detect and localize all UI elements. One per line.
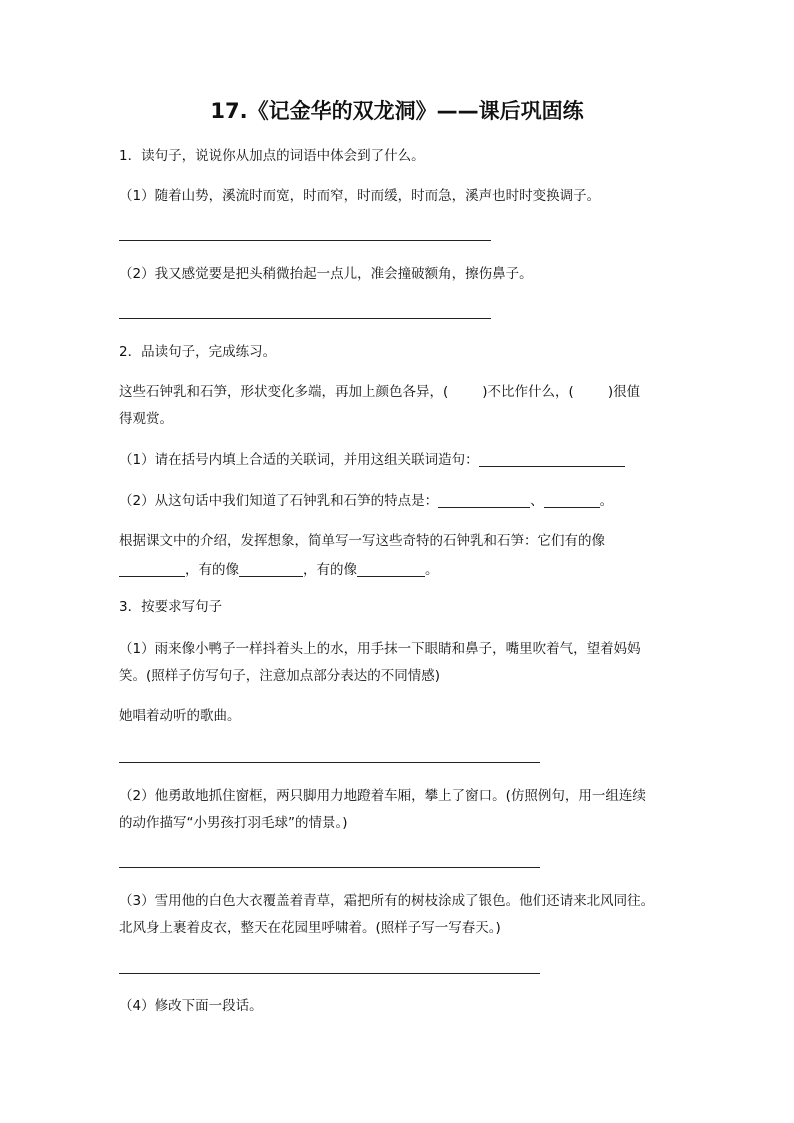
q2-imagine-blank-3[interactable] <box>357 562 425 577</box>
q2-item2-text: （2）从这句话中我们知道了石钟乳和石笋的特点是： <box>119 493 439 509</box>
q2-passage-part-c: )很值 <box>607 384 641 400</box>
q1-item1-answer-line[interactable] <box>119 240 491 241</box>
q2-item1-text: （1）请在括号内填上合适的关联词，并用这组关联词造句： <box>119 452 479 468</box>
q2-imagine-part-2: ，有的像 <box>303 562 357 578</box>
q2-item2-separator: 、 <box>530 493 544 509</box>
q2-heading: 2．品读句子，完成练习。 <box>119 344 277 360</box>
q3-item1-line1: （1）雨来像小鸭子一样抖着头上的水，用手抹一下眼睛和鼻子，嘴里吹着气，望着妈妈 <box>119 641 641 657</box>
q2-item2 <box>119 491 613 511</box>
q3-item1-answer-line[interactable] <box>119 762 540 763</box>
q2-imagine-blank-2[interactable] <box>239 562 303 577</box>
q3-item3-answer-line[interactable] <box>119 973 540 974</box>
q2-passage-line2: 得观赏。 <box>119 411 173 427</box>
q1-heading: 1．读句子，说说你从加点的词语中体会到了什么。 <box>119 148 425 164</box>
q3-item2-answer-line[interactable] <box>119 867 540 868</box>
q2-item2-blank-2[interactable] <box>544 493 600 508</box>
q1-item1: （1）随着山势，溪流时而宽，时而窄，时而缓，时而急，溪声也时时变换调子。 <box>119 188 601 204</box>
q1-item2: （2）我又感觉要是把头稍微抬起一点儿，准会撞破额角，擦伤鼻子。 <box>119 266 533 282</box>
q3-item1-sample: 她唱着动听的歌曲。 <box>119 708 241 724</box>
q2-imagine-line1: 根据课文中的介绍，发挥想象，简单写一写这些奇特的石钟乳和石笋：它们有的像 <box>119 533 605 549</box>
q2-imagine-blank-1[interactable] <box>119 562 185 577</box>
q3-heading: 3．按要求写句子 <box>119 599 223 615</box>
q2-item2-end: 。 <box>599 493 614 509</box>
q1-item2-answer-line[interactable] <box>119 318 491 319</box>
q3-item4: （4）修改下面一段话。 <box>119 998 263 1014</box>
q2-passage-part-b: )不比作什么，( <box>482 384 574 400</box>
q3-item3-line2: 北风身上裹着皮衣，整天在花园里呼啸着。(照样子写一写春天。) <box>119 920 501 936</box>
q2-imagine-end: 。 <box>425 562 439 578</box>
q2-imagine-part-1: ，有的像 <box>185 562 239 578</box>
q2-item2-blank-1[interactable] <box>438 493 530 508</box>
q2-item1 <box>119 450 625 470</box>
q2-imagine-line2 <box>119 560 439 580</box>
q2-passage-line1 <box>119 382 640 402</box>
q3-item3-line1: （3）雪用他的白色大衣覆盖着青草，霜把所有的树枝涂成了银色。他们还请来北风同往。 <box>119 893 655 909</box>
q2-item1-answer-blank[interactable] <box>479 452 625 467</box>
q3-item2-line2: 的动作描写“小男孩打羽毛球”的情景。) <box>119 815 348 831</box>
q2-passage-part-a: 这些石钟乳和石笋，形状变化多端，再加上颜色各异，( <box>119 384 449 400</box>
q3-item1-line2: 笑。(照样子仿写句子，注意加点部分表达的不同情感) <box>119 668 441 684</box>
worksheet-title: 17.《记金华的双龙洞》——课后巩固练 <box>210 99 584 123</box>
q3-item2-line1: （2）他勇敢地抓住窗框，两只脚用力地蹬着车厢，攀上了窗口。(仿照例句，用一组连续 <box>119 788 646 804</box>
